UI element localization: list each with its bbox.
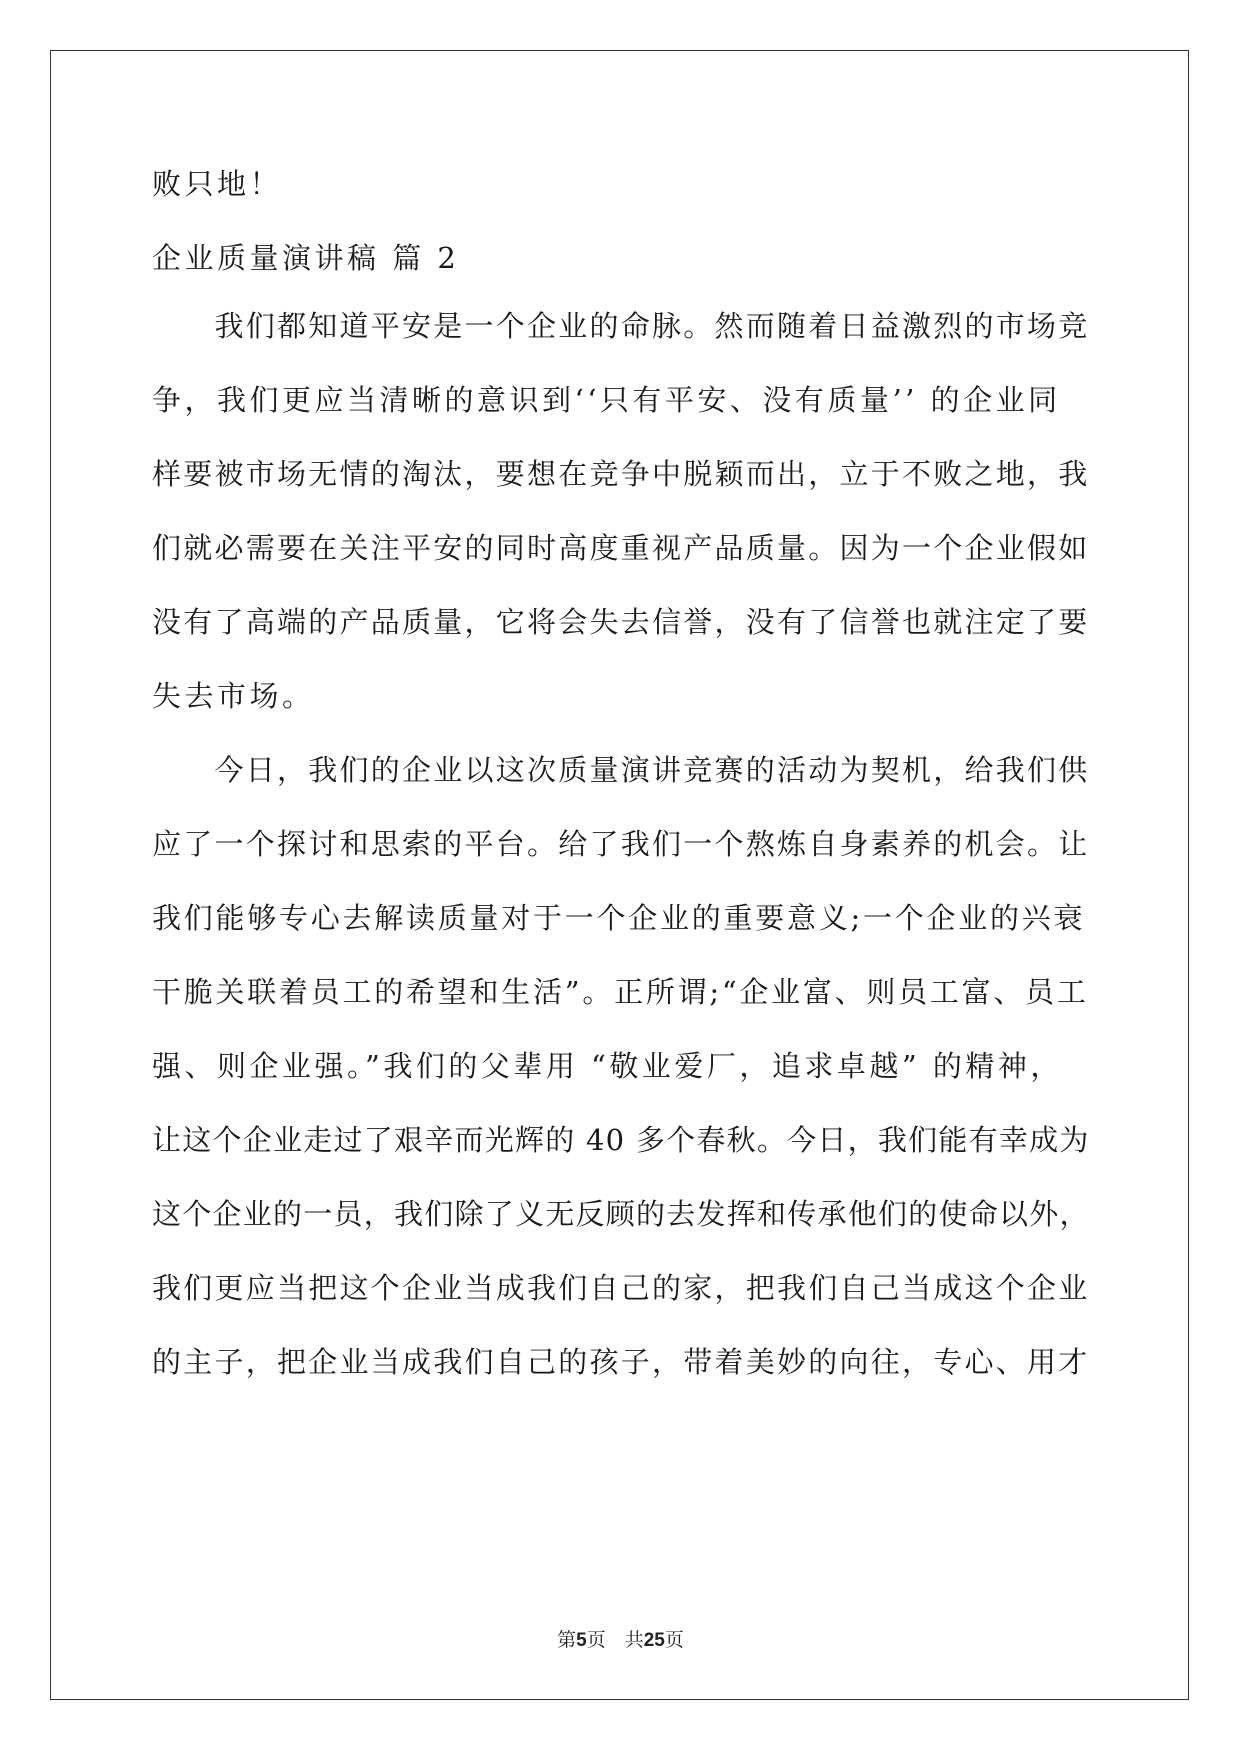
page-mid: 页 共 bbox=[586, 1629, 644, 1651]
text-line: 败只地！ bbox=[152, 167, 283, 201]
text-line: 我们能够专心去解读质量对于一个企业的重要意义;一个企业的兴衰 bbox=[152, 901, 1086, 935]
page-footer bbox=[0, 1628, 1241, 1653]
page-suffix: 页 bbox=[664, 1629, 684, 1651]
text-line: 失去市场。 bbox=[152, 679, 315, 713]
text-line: 们就必需要在关注平安的同时高度重视产品质量。因为一个企业假如 bbox=[152, 531, 1090, 565]
text-line: 干脆关联着员工的希望和生活”。正所谓;“企业富、则员工富、员工 bbox=[152, 975, 1089, 1009]
text-line: 让这个企业走过了艰辛而光辉的 40 多个春秋。今日，我们能有幸成为 bbox=[152, 1123, 1090, 1157]
text-line: 我们都知道平安是一个企业的命脉。然而随着日益激烈的市场竞 bbox=[152, 309, 1090, 343]
text-line: 的主子，把企业当成我们自己的孩子，带着美妙的向往，专心、用才 bbox=[152, 1345, 1090, 1379]
page-border bbox=[50, 50, 1189, 1700]
current-page-number: 5 bbox=[576, 1630, 587, 1651]
section-heading: 企业质量演讲稿 篇 2 bbox=[152, 241, 460, 275]
text-line: 我们更应当把这个企业当成我们自己的家，把我们自己当成这个企业 bbox=[152, 1271, 1090, 1305]
text-line: 这个企业的一员，我们除了义无反顾的去发挥和传承他们的使命以外， bbox=[152, 1197, 1090, 1231]
text-line: 应了一个探讨和思索的平台。给了我们一个熬炼自身素养的机会。让 bbox=[152, 827, 1090, 861]
text-line: 样要被市场无情的淘汰，要想在竞争中脱颖而出，立于不败之地，我 bbox=[152, 457, 1090, 491]
text-line: 争，我们更应当清晰的意识到‘‘只有平安、没有质量’’ 的企业同 bbox=[152, 383, 1061, 417]
text-line: 今日，我们的企业以这次质量演讲竞赛的活动为契机，给我们供 bbox=[152, 753, 1090, 787]
text-line: 没有了高端的产品质量，它将会失去信誉，没有了信誉也就注定了要 bbox=[152, 605, 1090, 639]
total-pages-number: 25 bbox=[643, 1630, 665, 1651]
text-line: 强、则企业强。”我们的父辈用 “敬业爱厂，追求卓越” 的精神， bbox=[152, 1049, 1063, 1083]
page-prefix: 第 bbox=[557, 1629, 577, 1651]
